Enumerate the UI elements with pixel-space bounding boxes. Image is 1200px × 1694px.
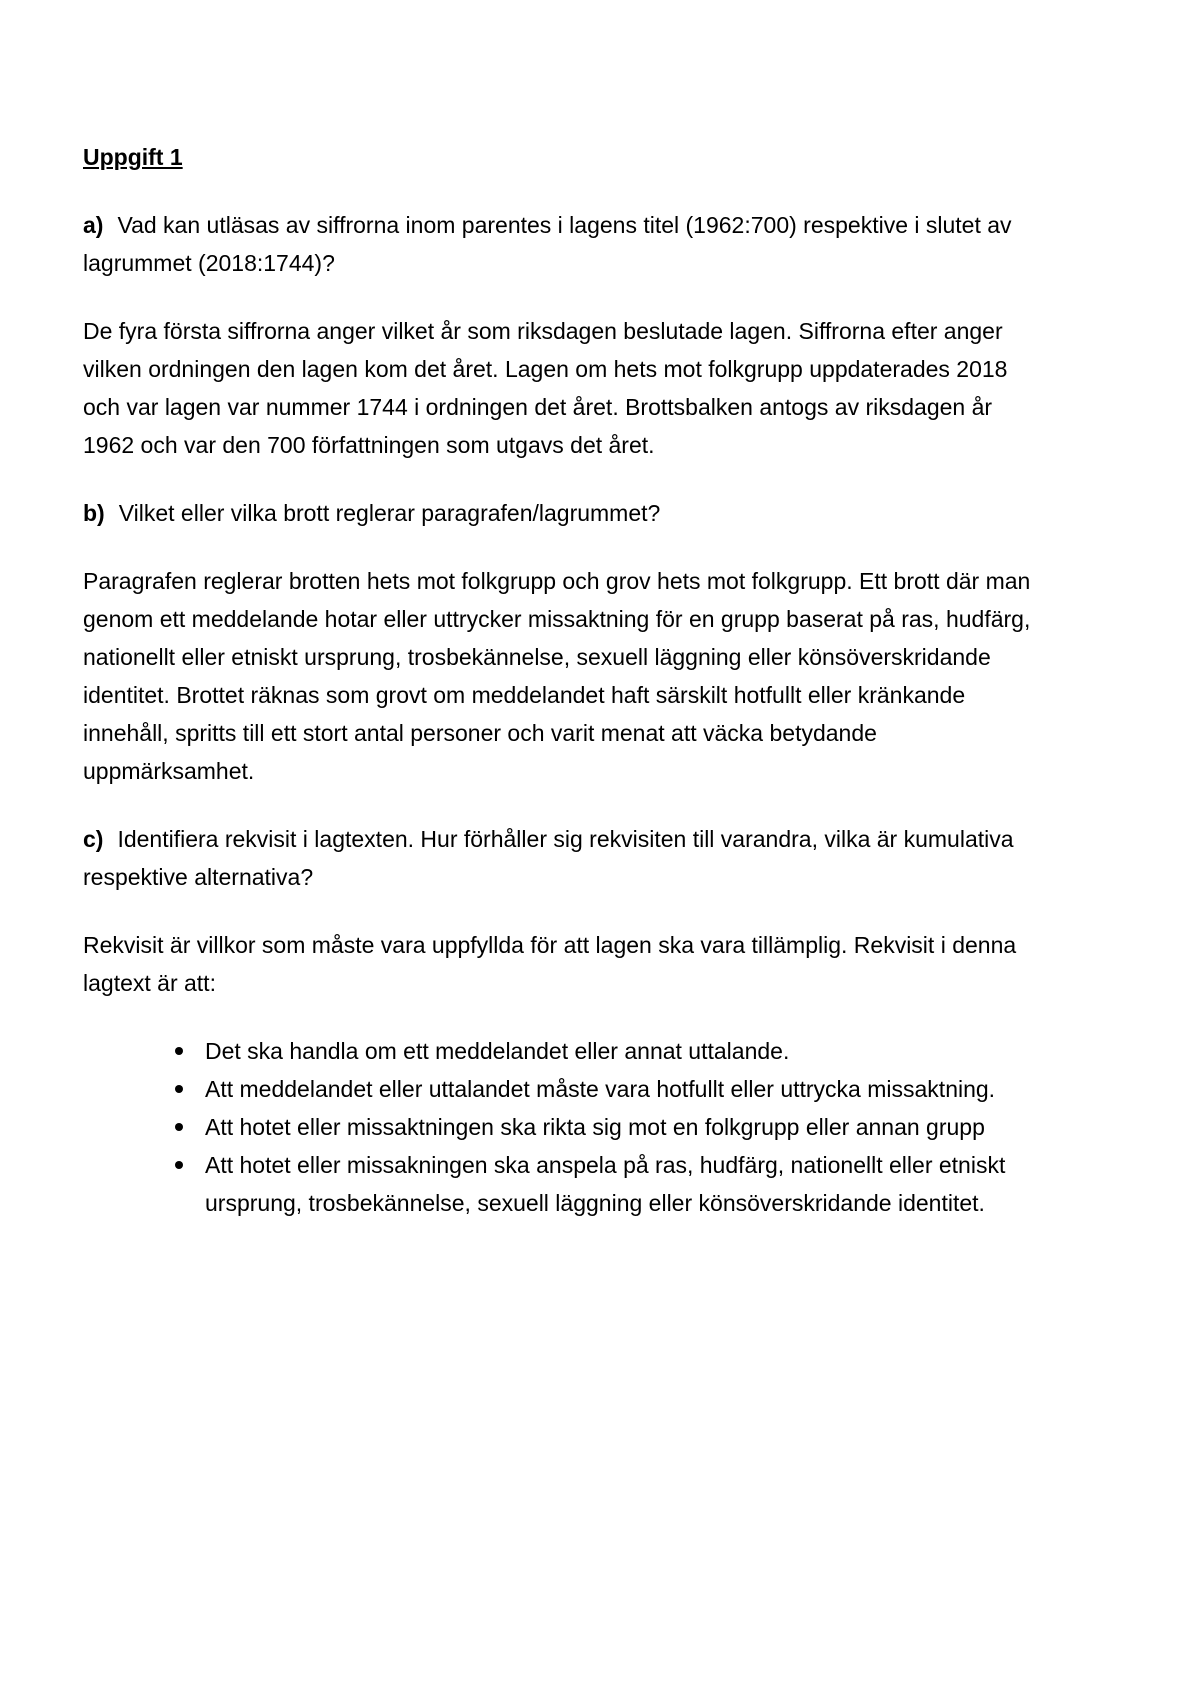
question-b-text: Vilket eller vilka brott reglerar paragrafen/lagrummet? [118, 500, 661, 526]
rekvisit-list [175, 1032, 1034, 1222]
bullet-icon [175, 1123, 183, 1131]
list-item [175, 1108, 1034, 1146]
list-item-text: Att hotet eller missakningen ska anspela på ras, hudfärg, nationellt eller etniskt ursprung, trosbekännelse, sexuell läggning eller könsöverskridande identitet. [205, 1152, 1006, 1216]
question-c-text: Identifiera rekvisit i lagtexten. Hur förhåller sig rekvisiten till varandra, vilka är kumulativa respektive alternativa? [83, 826, 1014, 890]
list-item [175, 1032, 1034, 1070]
question-b [83, 494, 1034, 532]
question-c-marker: c) [83, 826, 104, 852]
question-a [83, 206, 1034, 282]
answer-c: Rekvisit är villkor som måste vara uppfyllda för att lagen ska vara tillämplig. Rekvisit i denna lagtext är att: [83, 932, 1017, 996]
answer-a: De fyra första siffrorna anger vilket år som riksdagen beslutade lagen. Siffrorna efter anger vilken ordningen den lagen kom det året. Lagen om hets mot folkgrupp uppdaterades 2018 och var lagen var nummer 1744 i ordningen det året. Brottsbalken antogs av riksdagen år 1962 och var den 700 författningen som utgavs det året. [83, 318, 1008, 458]
list-item [175, 1146, 1034, 1222]
question-b-marker: b) [83, 500, 105, 526]
bullet-icon [175, 1161, 183, 1169]
list-item [175, 1070, 1034, 1108]
question-c [83, 820, 1034, 896]
list-item-text: Att hotet eller missaktningen ska rikta sig mot en folkgrupp eller annan grupp [205, 1114, 985, 1140]
question-a-marker: a) [83, 212, 104, 238]
document-title: Uppgift 1 [83, 144, 183, 170]
bullet-icon [175, 1085, 183, 1093]
bullet-icon [175, 1047, 183, 1055]
question-a-text: Vad kan utläsas av siffrorna inom parentes i lagens titel (1962:700) respektive i slutet av lagrummet (2018:1744)? [83, 212, 1012, 276]
list-item-text: Det ska handla om ett meddelandet eller annat uttalande. [205, 1038, 790, 1064]
list-item-text: Att meddelandet eller uttalandet måste vara hotfullt eller uttrycka missaktning. [205, 1076, 996, 1102]
answer-b: Paragrafen reglerar brotten hets mot folkgrupp och grov hets mot folkgrupp. Ett brott där man genom ett meddelande hotar eller uttrycker missaktning för en grupp baserat på ras, hudfärg, nationellt eller etniskt ursprung, trosbekännelse, sexuell läggning eller könsöverskridande identitet. Brottet räknas som grovt om meddelandet haft särskilt hotfullt eller kränkande innehåll, spritts till ett stort antal personer och varit menat att väcka betydande uppmärksamhet. [83, 568, 1031, 784]
